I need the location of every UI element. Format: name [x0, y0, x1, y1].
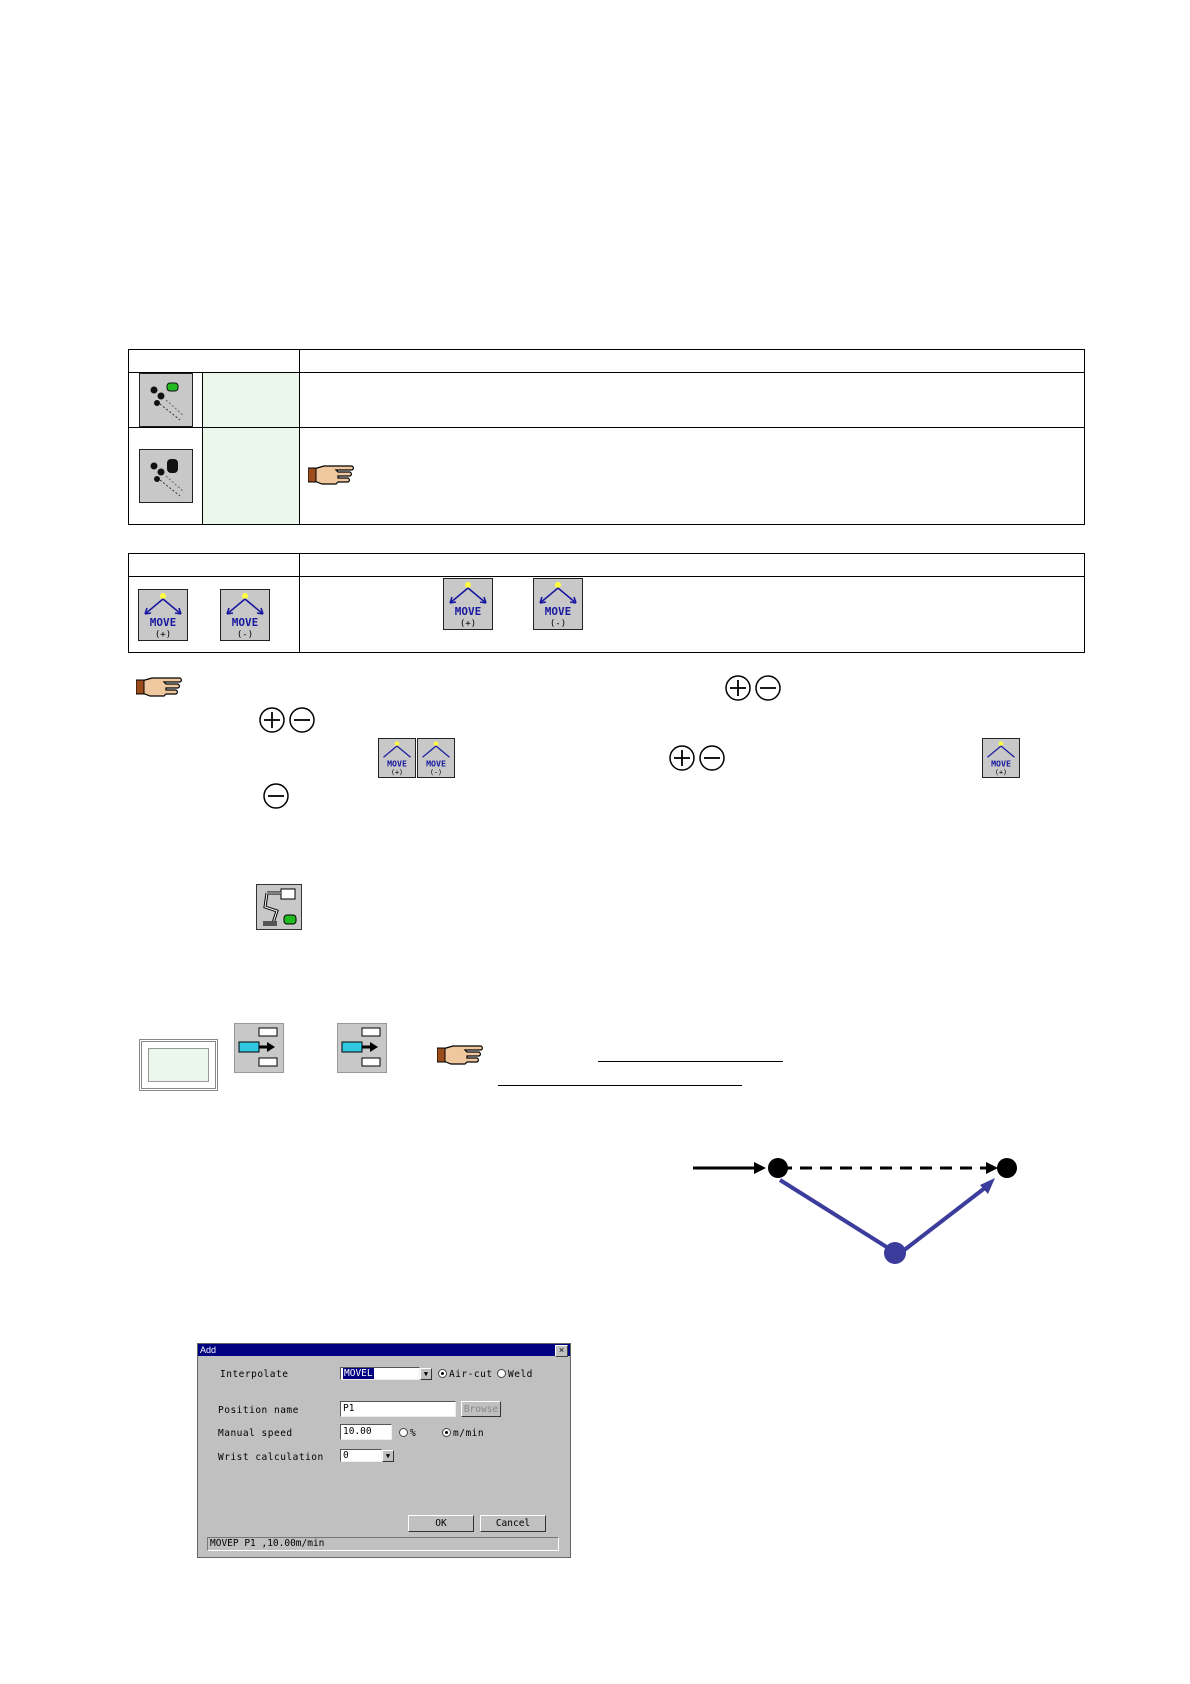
wrist-calculation-label: Wrist calculation — [218, 1452, 324, 1463]
close-icon[interactable]: × — [555, 1345, 568, 1357]
table-header-row — [129, 350, 1085, 373]
move-label: MOVE — [544, 605, 572, 618]
pointing-hand-icon — [136, 674, 184, 698]
chevron-down-icon[interactable]: ▼ — [382, 1450, 394, 1462]
status-bar: MOVEP P1 ,10.00m/min — [207, 1537, 559, 1551]
table-header-cell — [129, 350, 300, 373]
frame-box-inner — [148, 1048, 209, 1082]
description-cell — [300, 577, 1085, 653]
move-sign-label: (-) — [236, 629, 254, 640]
reference-underline — [598, 1061, 783, 1062]
table-cell — [129, 373, 203, 428]
reference-underline — [498, 1085, 742, 1086]
robot-button[interactable] — [256, 884, 302, 930]
table-cell — [129, 577, 300, 653]
interpolate-value: MOVEL — [344, 1368, 373, 1379]
move-minus-icon — [418, 739, 454, 777]
table-row — [129, 428, 1085, 525]
weld-radio[interactable] — [497, 1369, 506, 1378]
robot-arm-icon — [257, 885, 301, 929]
percent-label: % — [410, 1428, 417, 1439]
add-dialog — [197, 1343, 571, 1558]
position-name-label: Position name — [218, 1405, 299, 1416]
points-release-icon — [140, 374, 192, 426]
move-label: MOVE — [991, 758, 1011, 769]
minus-circle-icon — [262, 782, 290, 810]
dialog-title: Add — [200, 1345, 217, 1355]
table-cell — [129, 428, 203, 525]
table-header-cell — [129, 554, 300, 577]
move-label: MOVE — [149, 615, 177, 629]
wrist-select[interactable]: 0 — [340, 1449, 382, 1462]
move-sign-label: (+) — [154, 629, 172, 640]
path-point — [768, 1158, 788, 1178]
position-name-input[interactable]: P1 — [340, 1401, 456, 1417]
pointing-hand-icon — [308, 460, 356, 488]
mmin-radio[interactable] — [442, 1428, 451, 1437]
move-plus-icon — [139, 590, 187, 640]
set-point-button[interactable] — [139, 449, 193, 503]
table-row — [129, 577, 1085, 653]
ok-button[interactable]: OK — [408, 1515, 474, 1532]
icon-table-1 — [128, 349, 1085, 525]
plus-minus-icon — [668, 744, 728, 772]
insert-step-button[interactable] — [234, 1023, 284, 1073]
description-cell — [300, 373, 1085, 428]
weld-label: Weld — [508, 1369, 533, 1380]
chevron-down-icon[interactable]: ▼ — [420, 1368, 432, 1380]
move-plus-small — [378, 738, 416, 778]
manual-speed-input[interactable]: 10.00 — [340, 1424, 392, 1440]
label-cell-green — [203, 373, 300, 428]
air-cut-label: Air-cut — [449, 1369, 493, 1380]
move-plus-small — [982, 738, 1020, 778]
table-header-cell — [300, 350, 1085, 373]
move-label: MOVE — [426, 758, 446, 769]
move-minus-icon — [534, 579, 582, 629]
manual-speed-label: Manual speed — [218, 1428, 293, 1439]
percent-radio[interactable] — [399, 1428, 408, 1437]
move-plus-inline — [443, 578, 493, 630]
plus-minus-icon — [724, 674, 784, 702]
move-label: MOVE — [387, 758, 407, 769]
frame-box — [139, 1039, 218, 1091]
insert-step-icon — [235, 1024, 283, 1072]
move-sign-label: (-) — [429, 768, 443, 777]
insert-step-icon — [338, 1024, 386, 1072]
insert-step-button[interactable] — [337, 1023, 387, 1073]
mmin-label: m/min — [453, 1428, 485, 1439]
browse-button[interactable]: Browse — [461, 1401, 501, 1417]
path-point — [997, 1158, 1017, 1178]
move-label: MOVE — [231, 615, 259, 629]
plus-minus-icon — [258, 706, 318, 734]
path-diagram — [690, 1150, 1030, 1270]
move-minus-small — [417, 738, 455, 778]
table-row — [129, 373, 1085, 428]
cancel-button[interactable]: Cancel — [480, 1515, 546, 1532]
move-label: MOVE — [454, 605, 482, 618]
move-plus-icon — [379, 739, 415, 777]
dialog-titlebar — [198, 1344, 570, 1356]
release-point-button[interactable] — [139, 373, 193, 427]
points-set-icon — [140, 450, 192, 502]
move-sign-label: (+) — [459, 619, 477, 629]
table-header-row — [129, 554, 1085, 577]
move-plus-button[interactable] — [138, 589, 188, 641]
path-via-point — [884, 1242, 906, 1264]
move-sign-label: (+) — [390, 768, 404, 777]
air-cut-radio[interactable] — [438, 1369, 447, 1378]
interpolate-select[interactable] — [340, 1367, 420, 1380]
move-minus-inline — [533, 578, 583, 630]
move-sign-label: (-) — [549, 619, 567, 629]
pointing-hand-icon — [437, 1042, 485, 1066]
move-sign-label: (+) — [994, 768, 1008, 777]
interpolate-label: Interpolate — [220, 1369, 289, 1380]
icon-table-2 — [128, 553, 1085, 653]
move-plus-icon — [444, 579, 492, 629]
move-minus-icon — [221, 590, 269, 640]
table-header-cell — [300, 554, 1085, 577]
label-cell-green — [203, 428, 300, 525]
move-minus-button[interactable] — [220, 589, 270, 641]
description-cell — [300, 428, 1085, 525]
move-plus-icon — [983, 739, 1019, 777]
